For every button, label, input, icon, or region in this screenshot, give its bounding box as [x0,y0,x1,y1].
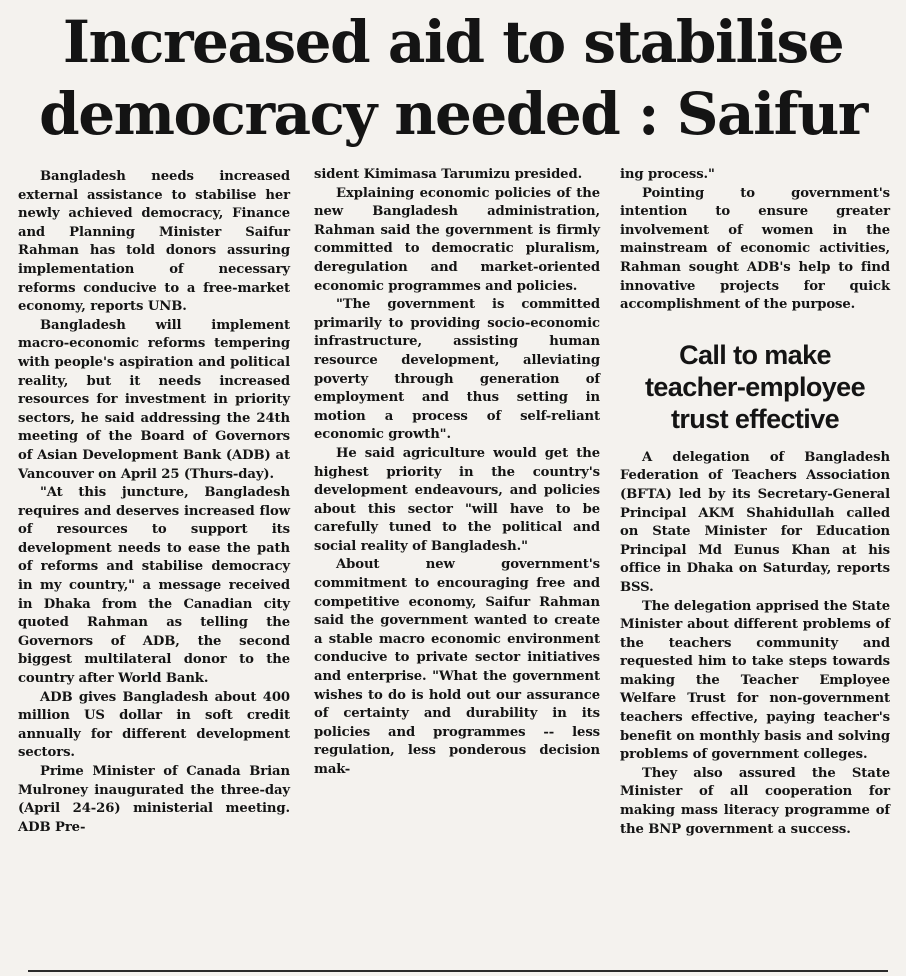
headline-line-1: Increased aid to stabilise [62,8,844,76]
second-headline-line-1: Call to make [679,339,831,370]
second-headline-line-2: teacher-employee [644,371,865,402]
paragraph: He said agriculture would get the highest priority in the country's development endeavours, and policies about this sector "will have to be carefully tuned to the political and social reality of Bangladesh." [314,445,600,554]
paragraph: "At this juncture, Bangladesh requires and deserves increased flow of resources to support its development needs to ease the path of reforms and stabilise democracy in my country," a message received in Dhaka from the Canadian city quoted Rahman as telling the Governors of ADB, the second biggest multilateral donor to the country after World Bank. [18,485,290,687]
paragraph: "The government is committed primarily to providing socio-economic infrastructure, assisting human resource development, alleviating poverty through generation of employment and thus setting in motion a process of self-reliant economic growth". [314,297,600,443]
second-headline-line-3: trust effective [670,403,840,434]
paragraph: Bangladesh will implement macro-economic reforms tempering with people's aspiration and political reality, but it needs increased resources for investment in priority sectors, he said addressing the 24th meeting of the Board of Governors of Asian Development Bank (ADB) at Vancouver on April 25 (Thurs-day). [18,317,290,482]
article-column-2 [314,166,600,780]
paragraph-continuation: ing process." [620,167,715,182]
paragraph: Explaining economic policies of the new Bangladesh administration, Rahman said the government is firmly committed to democratic pluralism, deregulation and market-oriented economic programmes and policies. [314,185,600,294]
second-article-headline [620,339,890,435]
paragraph: They also assured the State Minister of all cooperation for making mass literacy programme of the BNP government a success. [620,765,890,837]
paragraph: Prime Minister of Canada Brian Mulroney inaugurated the three-day (April 24-26) ministerial meeting. ADB Pre- [18,764,290,835]
paragraph: The delegation apprised the State Minister about different problems of the teachers community and requested him to take steps towards making the Teacher Employee Welfare Trust for non-government teachers effective, paying teacher's benefit on monthly basis and solving problems of government colleges. [620,598,890,763]
article-column-3 [620,166,890,839]
paragraph: A delegation of Bangladesh Federation of Teachers Association (BFTA) led by its Secretary-General Principal AKM Shahidullah called on State Minister for Education Principal Md Eunus Khan at his office in Dhaka on Saturday, reports BSS. [620,449,890,595]
paragraph: Bangladesh needs increased external assistance to stabilise her newly achieved democracy, Finance and Planning Minister Saifur Rahman has told donors assuring implementation of necessary reforms conducive to a free-market economy, reports UNB. [18,169,290,315]
headline [0,6,906,150]
paragraph: About new government's commitment to encouraging free and competitive economy, Saifur Rahman said the government wanted to create a stable macro economic environment conducive to private sector initiatives and enterprise. "What the government wishes to do is hold out our assurance of certainty and durability in its policies and programmes -- less regulation, less ponderous decision mak- [314,557,600,777]
bottom-rule [28,970,888,972]
paragraph: ADB gives Bangladesh about 400 million US dollar in soft credit annually for different development sectors. [18,689,290,761]
paragraph-continuation: sident Kimimasa Tarumizu presided. [314,167,583,182]
article-column-1 [18,168,290,837]
headline-line-2: democracy needed : Saifur [39,80,867,148]
paragraph: Pointing to government's intention to ensure greater involvement of women in the mainstream of economic activities, Rahman sought ADB's help to find innovative projects for quick accomplishment of the purpose. [620,185,890,313]
